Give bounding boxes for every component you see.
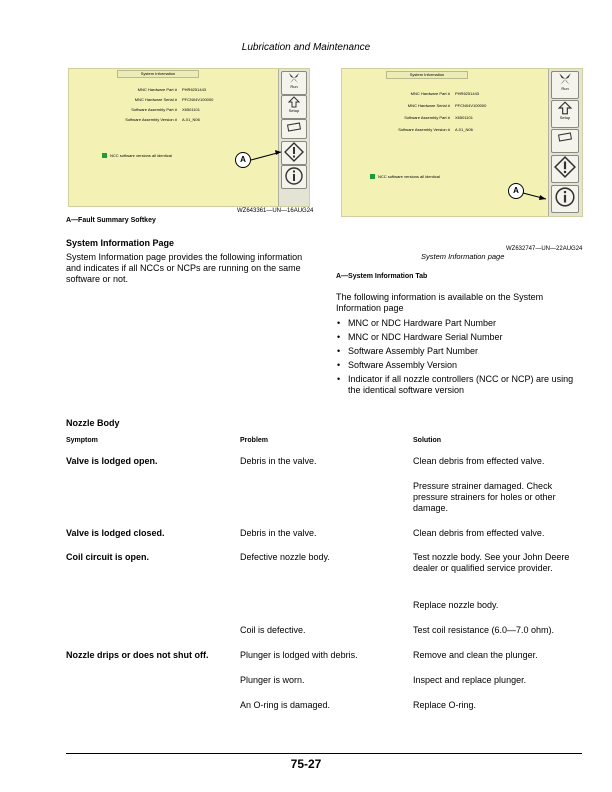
system-info-paragraph: System Information page provides the following information and indicates if all NCCs or NCPs are running on the same software or not. [66,252,303,284]
row-value: X6501101 [182,107,200,112]
callout-a: A [235,152,251,168]
window-title-bar: System Information [386,71,468,79]
left-screenshot [68,68,310,207]
list-item: • MNC or NDC Hardware Part Number [336,318,586,329]
problem-cell: Plunger is lodged with debris. [240,650,358,660]
row-label: Software Assembly Version # [398,127,450,132]
problem-cell: Defective nozzle body. [240,552,330,562]
column-header-solution: Solution [413,437,441,444]
available-list [336,318,586,396]
run-label: Run [290,84,298,89]
symptom-cell: Valve is lodged open. [66,456,158,466]
right-screenshot [341,68,583,217]
solution-cell: Inspect and replace plunger. [413,675,527,685]
solution-cell: Remove and clean the plunger. [413,650,538,660]
solution-cell: Test nozzle body. See your John Deere dealer or qualified service provider. [413,552,570,573]
problem-cell: Coil is defective. [240,625,306,635]
nozzle-heading: Nozzle Body [66,418,120,428]
row-label: Software Assembly Part # [131,107,177,112]
row-value: PFCN04V100000 [182,97,214,102]
column-header-problem: Problem [240,437,269,444]
figure-code: WZ643361—UN—16AUG24 [237,208,314,214]
callout-arrow [342,69,582,216]
solution-cell: Clean debris from effected valve. [413,456,545,466]
symptom-cell: Coil circuit is open. [66,552,150,562]
row-label: MNC Hardware Serial # [134,97,177,102]
indicator-text: NCC software versions all identical [378,174,440,179]
row-label: MNC Hardware Part # [137,87,177,92]
run-label: Run [561,86,569,91]
window-title-bar: System Information [117,70,199,78]
row-label: Software Assembly Part # [404,115,450,120]
row-value: PFCN04V100000 [455,103,487,108]
list-item: • Software Assembly Version [336,360,586,371]
problem-cell: Plunger is worn. [240,675,305,685]
callout-arrow [69,69,309,206]
row-label: MNC Hardware Part # [410,91,450,96]
indicator-text: NCC software versions all identical [110,153,172,158]
page-header-title: Lubrication and Maintenance [241,42,371,53]
setup-label: Setup [288,108,300,113]
row-value: A.01_N06 [455,127,473,132]
figure-code: WZ632747—UN—22AUG24 [506,246,583,252]
list-item: • Indicator if all nozzle controllers (NCC or NCP) are using the identical software version [336,374,586,396]
solution-cell: Replace nozzle body. [413,600,499,610]
page-number: 75-27 [290,757,322,771]
problem-cell: Debris in the valve. [240,456,317,466]
row-value: PHR6251443 [455,91,480,96]
figure-caption-label: A—System Information Tab [336,273,428,280]
solution-cell: Test coil resistance (6.0—7.0 ohm). [413,625,555,635]
solution-cell: Clean debris from effected valve. [413,528,545,538]
list-item: • Software Assembly Part Number [336,346,586,357]
symptom-cell: Valve is lodged closed. [66,528,165,538]
problem-cell: Debris in the valve. [240,528,317,538]
row-value: A.01_N06 [182,117,200,122]
system-info-heading: System Information Page [66,238,175,248]
row-label: Software Assembly Version # [125,117,177,122]
callout-a: A [508,183,524,199]
row-value: X6501101 [455,115,473,120]
column-header-symptom: Symptom [66,437,98,444]
list-item: • MNC or NDC Hardware Serial Number [336,332,586,343]
row-value: PHR6251443 [182,87,207,92]
setup-label: Setup [559,115,571,120]
figure-caption-label: A—Fault Summary Softkey [66,217,156,224]
footer-rule [66,753,582,754]
figure-caption-italic: System Information page [421,252,505,261]
row-label: MNC Hardware Serial # [407,103,450,108]
solution-cell: Replace O-ring. [413,700,477,710]
available-intro: The following information is available on the System Information page [336,292,544,313]
symptom-cell: Nozzle drips or does not shut off. [66,650,209,660]
solution-cell: Pressure strainer damaged. Check pressure strainers for holes or other damage. [413,481,556,513]
problem-cell: An O-ring is damaged. [240,700,331,710]
